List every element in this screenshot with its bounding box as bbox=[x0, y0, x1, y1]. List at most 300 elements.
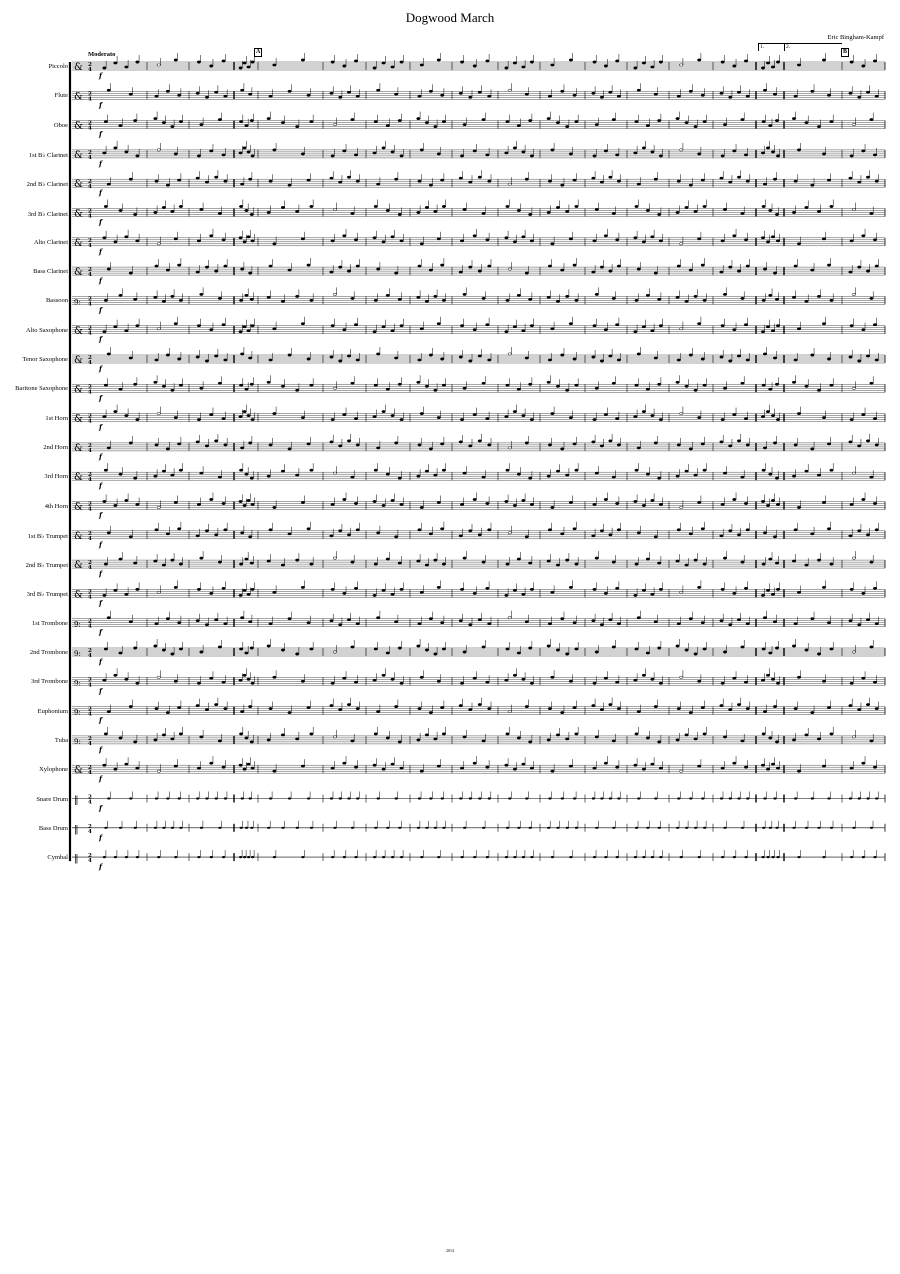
instrument-label: Snare Drum bbox=[36, 795, 68, 803]
note bbox=[295, 389, 299, 391]
note bbox=[166, 90, 170, 92]
note bbox=[245, 737, 249, 739]
note bbox=[547, 645, 551, 647]
note bbox=[737, 440, 741, 442]
note bbox=[811, 354, 815, 356]
note bbox=[331, 682, 335, 684]
note bbox=[637, 353, 641, 355]
note bbox=[565, 474, 569, 476]
note bbox=[376, 183, 380, 185]
note bbox=[382, 326, 386, 328]
note bbox=[473, 65, 477, 67]
note bbox=[513, 674, 517, 676]
note bbox=[746, 797, 749, 799]
note bbox=[343, 235, 347, 237]
note bbox=[522, 763, 526, 765]
note bbox=[522, 330, 526, 332]
time-signature: 2 bbox=[88, 442, 92, 449]
note bbox=[459, 177, 463, 179]
note bbox=[560, 90, 564, 92]
note bbox=[239, 237, 243, 239]
note bbox=[805, 470, 809, 472]
note bbox=[600, 797, 603, 799]
note bbox=[870, 382, 874, 384]
note bbox=[154, 211, 158, 213]
note bbox=[295, 559, 299, 561]
note bbox=[569, 586, 573, 588]
note bbox=[478, 91, 482, 93]
note bbox=[136, 767, 140, 769]
note bbox=[174, 501, 178, 503]
note bbox=[434, 827, 437, 829]
note bbox=[873, 60, 877, 62]
note bbox=[617, 265, 621, 267]
note bbox=[762, 299, 766, 301]
note bbox=[866, 440, 870, 442]
note bbox=[243, 147, 247, 149]
note bbox=[440, 528, 444, 530]
note bbox=[792, 117, 796, 119]
note bbox=[478, 355, 482, 357]
note bbox=[125, 763, 129, 765]
note bbox=[513, 326, 517, 328]
note bbox=[723, 472, 727, 474]
note bbox=[646, 652, 650, 654]
note bbox=[593, 155, 597, 157]
note bbox=[720, 271, 724, 273]
staff bbox=[72, 463, 885, 490]
note bbox=[761, 679, 765, 681]
note bbox=[418, 623, 422, 625]
note bbox=[766, 856, 769, 858]
note bbox=[354, 154, 358, 156]
note bbox=[827, 622, 831, 624]
note bbox=[374, 827, 377, 829]
note bbox=[488, 623, 492, 625]
note bbox=[560, 533, 564, 535]
note bbox=[429, 269, 433, 271]
note bbox=[659, 588, 663, 590]
note bbox=[434, 210, 438, 212]
note bbox=[177, 358, 181, 360]
staff bbox=[72, 375, 885, 402]
note bbox=[573, 622, 577, 624]
note bbox=[222, 60, 226, 62]
note bbox=[347, 797, 350, 799]
note bbox=[600, 360, 604, 362]
note bbox=[356, 623, 360, 625]
note bbox=[850, 61, 854, 63]
note bbox=[343, 413, 347, 415]
note bbox=[273, 328, 277, 330]
note bbox=[425, 564, 429, 566]
note bbox=[386, 124, 390, 126]
note bbox=[746, 95, 750, 97]
note bbox=[310, 827, 313, 829]
note bbox=[374, 120, 378, 122]
note bbox=[676, 381, 680, 383]
note bbox=[107, 710, 111, 712]
note bbox=[338, 530, 342, 532]
note bbox=[766, 674, 770, 676]
note bbox=[239, 205, 243, 207]
note bbox=[797, 149, 801, 151]
time-signature: 4 bbox=[88, 506, 92, 513]
note bbox=[517, 124, 521, 126]
note bbox=[697, 238, 701, 240]
note bbox=[575, 563, 579, 565]
note bbox=[196, 356, 200, 358]
note bbox=[776, 155, 780, 157]
clef-icon: & bbox=[74, 325, 83, 337]
note bbox=[333, 208, 337, 210]
clef-icon: & bbox=[74, 472, 83, 484]
note bbox=[386, 388, 390, 390]
note bbox=[125, 330, 129, 332]
note bbox=[281, 300, 285, 302]
note bbox=[775, 298, 779, 300]
note bbox=[600, 624, 604, 626]
note bbox=[224, 444, 228, 446]
rehearsal-mark-a: A bbox=[256, 49, 261, 55]
note bbox=[273, 64, 277, 66]
note bbox=[251, 155, 255, 157]
note bbox=[463, 293, 467, 295]
note bbox=[442, 384, 446, 386]
note bbox=[488, 707, 492, 709]
note bbox=[508, 447, 512, 449]
note bbox=[569, 416, 573, 418]
note bbox=[525, 536, 529, 538]
note bbox=[166, 618, 170, 620]
note bbox=[463, 472, 467, 474]
note bbox=[420, 856, 423, 858]
note bbox=[420, 506, 424, 508]
note bbox=[354, 60, 358, 62]
note bbox=[548, 707, 552, 709]
note bbox=[162, 649, 166, 651]
note bbox=[773, 178, 777, 180]
note bbox=[107, 353, 111, 355]
note bbox=[281, 827, 284, 829]
note bbox=[351, 382, 355, 384]
note bbox=[429, 354, 433, 356]
note bbox=[295, 738, 299, 740]
note bbox=[429, 184, 433, 186]
instrument-label: Baritone Saxophone bbox=[15, 385, 68, 393]
note bbox=[398, 647, 402, 649]
note bbox=[288, 618, 292, 620]
note bbox=[637, 710, 641, 712]
note bbox=[634, 500, 638, 502]
note bbox=[382, 674, 386, 676]
note bbox=[866, 270, 870, 272]
note bbox=[250, 741, 254, 743]
note bbox=[114, 856, 117, 858]
note bbox=[761, 764, 765, 766]
page-footer: 2014 bbox=[446, 1248, 454, 1253]
note bbox=[437, 153, 441, 155]
note bbox=[849, 177, 853, 179]
note bbox=[459, 356, 463, 358]
note bbox=[154, 117, 158, 119]
note bbox=[205, 624, 209, 626]
note bbox=[857, 624, 861, 626]
note bbox=[720, 177, 724, 179]
note bbox=[679, 506, 683, 508]
note bbox=[136, 682, 140, 684]
time-signature: 4 bbox=[88, 770, 92, 777]
note bbox=[133, 562, 137, 564]
note bbox=[551, 64, 555, 66]
note bbox=[849, 535, 853, 537]
note bbox=[522, 678, 526, 680]
note bbox=[505, 679, 509, 681]
note bbox=[473, 150, 477, 152]
note bbox=[331, 325, 335, 327]
note bbox=[677, 797, 680, 799]
note bbox=[600, 181, 604, 183]
note bbox=[866, 797, 869, 799]
note bbox=[400, 155, 404, 157]
note bbox=[728, 266, 732, 268]
note bbox=[701, 94, 705, 96]
note bbox=[171, 125, 175, 127]
note bbox=[374, 733, 378, 735]
clef-icon: & bbox=[74, 384, 83, 396]
note bbox=[460, 325, 464, 327]
note bbox=[817, 295, 821, 297]
note bbox=[792, 381, 796, 383]
note bbox=[215, 797, 218, 799]
note bbox=[769, 124, 773, 126]
note bbox=[573, 264, 577, 266]
note bbox=[805, 300, 809, 302]
note bbox=[525, 705, 529, 707]
note bbox=[776, 503, 780, 505]
note bbox=[482, 382, 486, 384]
instrument-label: 4th Horn bbox=[44, 502, 68, 510]
note bbox=[771, 236, 775, 238]
note bbox=[744, 856, 747, 858]
note bbox=[214, 619, 218, 621]
note bbox=[425, 649, 429, 651]
note bbox=[437, 586, 441, 588]
note bbox=[685, 121, 689, 123]
note bbox=[694, 474, 698, 476]
note bbox=[733, 235, 737, 237]
note bbox=[174, 416, 178, 418]
note bbox=[434, 295, 438, 297]
clef-icon: & bbox=[74, 501, 83, 513]
note bbox=[250, 477, 254, 479]
note bbox=[331, 856, 334, 858]
note bbox=[104, 563, 108, 565]
note bbox=[689, 448, 693, 450]
note bbox=[174, 586, 178, 588]
note bbox=[418, 444, 422, 446]
note bbox=[333, 123, 337, 125]
note bbox=[875, 529, 879, 531]
note bbox=[200, 736, 204, 738]
note bbox=[565, 295, 569, 297]
note bbox=[862, 592, 866, 594]
note bbox=[373, 500, 377, 502]
note bbox=[243, 62, 247, 64]
note bbox=[697, 416, 701, 418]
note bbox=[373, 331, 377, 333]
note bbox=[697, 680, 701, 682]
note bbox=[565, 210, 569, 212]
note bbox=[769, 737, 773, 739]
note bbox=[177, 622, 181, 624]
note bbox=[744, 587, 748, 589]
time-signature: 2 bbox=[88, 735, 92, 742]
note bbox=[394, 442, 398, 444]
note bbox=[119, 388, 123, 390]
note bbox=[247, 330, 251, 332]
note bbox=[437, 416, 441, 418]
note bbox=[425, 300, 429, 302]
note bbox=[866, 176, 870, 178]
note bbox=[646, 737, 650, 739]
note bbox=[528, 477, 532, 479]
note bbox=[792, 645, 796, 647]
note bbox=[505, 415, 509, 417]
note bbox=[525, 272, 529, 274]
note bbox=[434, 738, 438, 740]
note bbox=[429, 533, 433, 535]
note bbox=[273, 770, 277, 772]
note bbox=[659, 240, 663, 242]
note bbox=[463, 736, 467, 738]
note bbox=[595, 651, 599, 653]
note bbox=[677, 623, 681, 625]
note bbox=[852, 736, 856, 738]
note bbox=[852, 557, 856, 559]
note bbox=[615, 681, 619, 683]
note bbox=[171, 653, 175, 655]
note bbox=[307, 443, 311, 445]
note bbox=[797, 591, 801, 593]
note bbox=[676, 117, 680, 119]
note bbox=[657, 562, 661, 564]
note bbox=[125, 414, 129, 416]
note bbox=[517, 209, 521, 211]
note bbox=[508, 532, 512, 534]
note bbox=[155, 95, 159, 97]
note bbox=[817, 653, 821, 655]
note bbox=[565, 125, 569, 127]
note bbox=[331, 240, 335, 242]
note bbox=[391, 236, 395, 238]
note bbox=[689, 354, 693, 356]
note bbox=[288, 797, 291, 799]
note bbox=[769, 209, 773, 211]
staff bbox=[72, 200, 885, 227]
note bbox=[222, 324, 226, 326]
note bbox=[609, 440, 613, 442]
note bbox=[251, 682, 255, 684]
note bbox=[617, 623, 621, 625]
note bbox=[746, 444, 750, 446]
dynamic-marking: f bbox=[99, 129, 103, 139]
note bbox=[642, 241, 646, 243]
note bbox=[870, 297, 874, 299]
note bbox=[196, 797, 199, 799]
dynamic-marking: f bbox=[99, 71, 103, 80]
note bbox=[651, 66, 655, 68]
note bbox=[646, 827, 649, 829]
note bbox=[209, 235, 213, 237]
note bbox=[391, 330, 395, 332]
note bbox=[162, 206, 166, 208]
note bbox=[746, 359, 750, 361]
note bbox=[792, 475, 796, 477]
note bbox=[508, 353, 512, 355]
note bbox=[374, 299, 378, 301]
note bbox=[769, 558, 773, 560]
time-signature: 4 bbox=[88, 272, 92, 279]
note bbox=[505, 764, 509, 766]
note bbox=[157, 412, 161, 414]
note bbox=[528, 562, 532, 564]
staff bbox=[72, 83, 885, 109]
note bbox=[442, 563, 446, 565]
note bbox=[307, 179, 311, 181]
note bbox=[525, 178, 529, 180]
note bbox=[615, 766, 619, 768]
note bbox=[473, 498, 477, 500]
note bbox=[107, 797, 110, 799]
time-signature: 2 bbox=[88, 823, 92, 830]
note bbox=[522, 593, 526, 595]
note bbox=[694, 295, 698, 297]
note bbox=[852, 651, 856, 653]
note bbox=[773, 357, 777, 359]
time-signature: 2 bbox=[88, 765, 92, 772]
note bbox=[635, 563, 639, 565]
note bbox=[125, 856, 128, 858]
clef-icon: & bbox=[74, 149, 83, 161]
note bbox=[171, 559, 175, 561]
note bbox=[373, 152, 377, 154]
note bbox=[769, 827, 772, 829]
note bbox=[104, 648, 108, 650]
note bbox=[637, 617, 641, 619]
note bbox=[129, 357, 133, 359]
note bbox=[154, 645, 158, 647]
note bbox=[762, 563, 766, 565]
note bbox=[592, 797, 595, 799]
note bbox=[811, 797, 814, 799]
note bbox=[417, 296, 421, 298]
note bbox=[698, 856, 701, 858]
note bbox=[129, 178, 133, 180]
note bbox=[333, 472, 337, 474]
note bbox=[773, 797, 776, 799]
note bbox=[508, 797, 511, 799]
note bbox=[463, 557, 467, 559]
note bbox=[347, 703, 351, 705]
note bbox=[573, 443, 577, 445]
note bbox=[769, 473, 773, 475]
note bbox=[251, 503, 255, 505]
note bbox=[637, 268, 641, 270]
note bbox=[685, 300, 689, 302]
note bbox=[418, 707, 422, 709]
dynamic-marking: f bbox=[99, 158, 103, 168]
